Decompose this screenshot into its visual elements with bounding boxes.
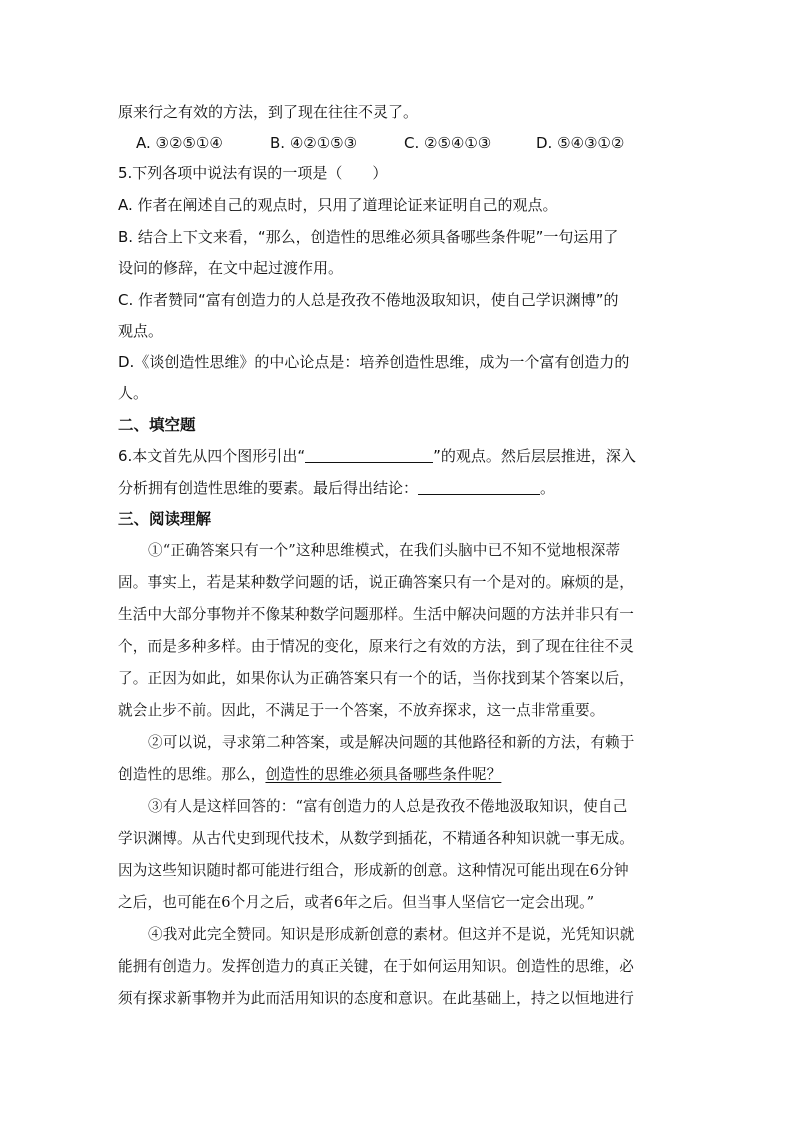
q6-text: 6.本文首先从四个图形引出“ — [118, 447, 306, 465]
paragraph-3-line: ③有人是这样回答的：“富有创造力的人总是孜孜不倦地汲取知识，使自己 — [148, 798, 628, 815]
q5-option-c-line1: C. 作者赞同“富有创造力的人总是孜孜不倦地汲取知识，使自己学识渊博”的 — [118, 291, 619, 309]
q5-option-c-line2: 观点。 — [118, 322, 164, 340]
paragraph-4-line: ④我对此完全赞同。知识是形成新创意的素材。但这并不是说，光凭知识就 — [148, 926, 635, 943]
question-6-line2 — [118, 478, 555, 498]
q6-text: ”的观点。然后层层推进，深入 — [433, 447, 636, 465]
paragraph-1-line: 个，而是多种多样。由于情况的变化，原来行之有效的方法，到了现在往往不灵 — [118, 638, 635, 655]
answer-blank-2[interactable] — [418, 480, 540, 495]
q4-options — [136, 133, 624, 153]
paragraph-3-line: 因为这些知识随时都可能进行组合，形成新的创意。这种情况可能出现在6分钟 — [118, 862, 629, 879]
q5-option-b-line2: 设问的修辞，在文中起过渡作用。 — [118, 259, 344, 277]
option-c: C. ②⑤④①③ — [404, 134, 492, 152]
q6-text: 。 — [540, 479, 556, 497]
section-heading-reading: 三、阅读理解 — [118, 510, 212, 528]
paragraph-4-line: 须有探求新事物并为此而活用知识的态度和意识。在此基础上，持之以恒地进行 — [118, 990, 635, 1007]
paragraph-1-line: 了。正因为如此，如果你认为正确答案只有一个的话，当你找到某个答案以后， — [118, 670, 635, 687]
option-a: A. ③②⑤①④ — [136, 134, 223, 152]
section-heading-fill-blank: 二、填空题 — [118, 416, 196, 434]
paragraph-1-line: ①“正确答案只有一个”这种思维模式，在我们头脑中已不知不觉地根深蒂 — [148, 542, 621, 559]
paragraph-1-line: 固。事实上，若是某种数学问题的话，说正确答案只有一个是对的。麻烦的是， — [118, 574, 635, 591]
paragraph-2-line — [118, 765, 501, 785]
paragraph-2-line: ②可以说，寻求第二种答案，或是解决问题的其他路径和新的方法，有赖于 — [148, 734, 635, 751]
question-6-line1 — [118, 446, 636, 466]
underlined-sentence: 创造性的思维必须具备哪些条件呢？ — [265, 766, 502, 783]
paragraph-3-line: 学识渊博。从古代史到现代技术，从数学到插花，不精通各种知识就一事无成。 — [118, 830, 635, 847]
q5-option-d-line2: 人。 — [118, 384, 149, 402]
paragraph-3-line: 之后，也可能在6个月之后，或者6年之后。但当事人坚信它一定会出现。” — [118, 894, 595, 911]
paragraph-2-text: 创造性的思维。那么， — [118, 766, 266, 783]
q5-option-a: A. 作者在阐述自己的观点时，只用了道理论证来证明自己的观点。 — [118, 196, 558, 214]
paragraph-1-line: 就会止步不前。因此，不满足于一个答案，不放弃探求，这一点非常重要。 — [118, 702, 605, 719]
question-5: 5.下列各项中说法有误的一项是（ ） — [118, 164, 388, 182]
q5-option-b-line1: B. 结合上下文来看，“那么，创造性的思维必须具备哪些条件呢”一句运用了 — [118, 228, 619, 246]
option-b: B. ④②①⑤③ — [270, 134, 358, 152]
q6-text: 分析拥有创造性思维的要素。最后得出结论： — [118, 479, 419, 497]
answer-blank-1[interactable] — [305, 448, 433, 463]
paragraph-4-line: 能拥有创造力。发挥创造力的真正关键，在于如何运用知识。创造性的思维，必 — [118, 958, 635, 975]
option-d: D. ⑤④③①② — [536, 134, 625, 152]
text-line: 原来行之有效的方法，到了现在往往不灵了。 — [118, 103, 419, 121]
q5-option-d-line1: D.《谈创造性思维》的中心论点是：培养创造性思维，成为一个富有创造力的 — [118, 353, 630, 371]
paragraph-1-line: 生活中大部分事物并不像某种数学问题那样。生活中解决问题的方法并非只有一 — [118, 606, 635, 623]
